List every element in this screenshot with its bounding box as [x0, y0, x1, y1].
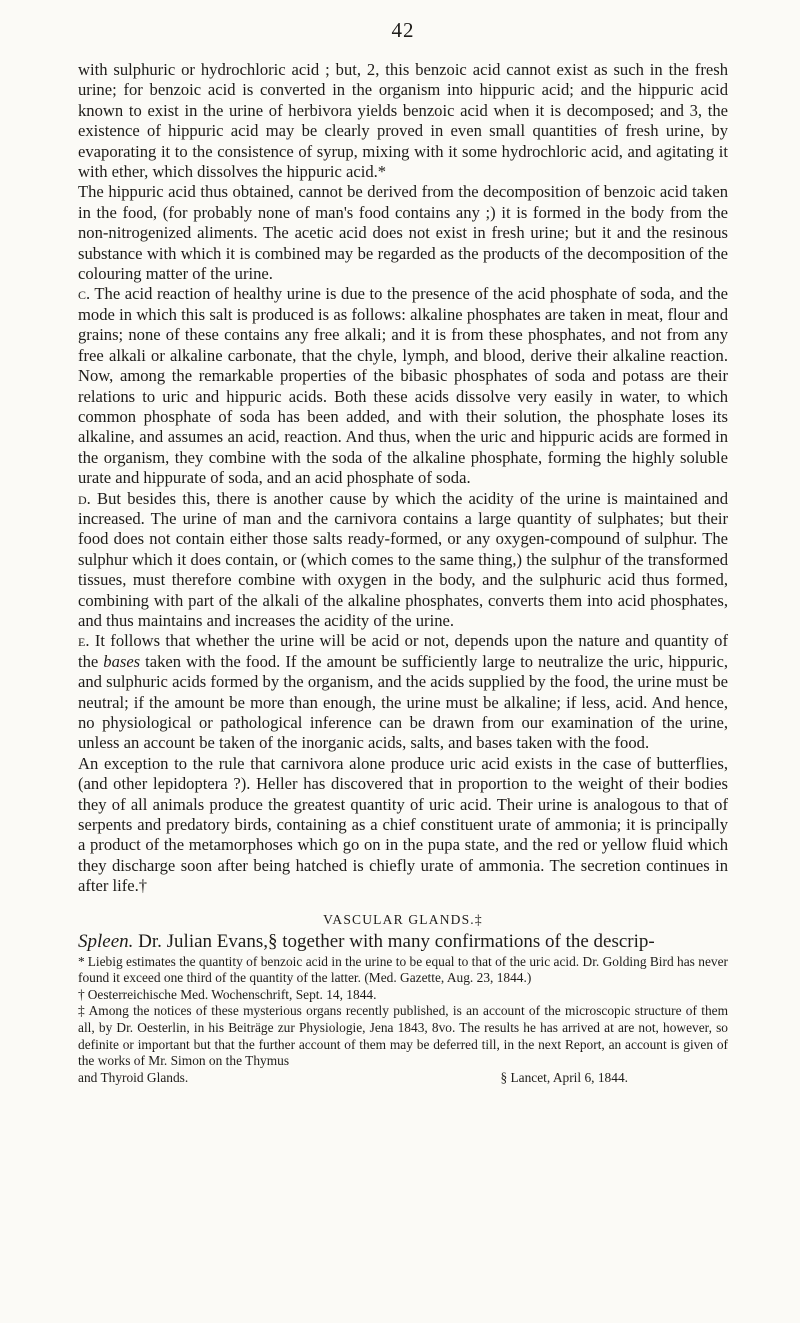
paragraph-text: It follows that whether the urine will be acid or not, depends upon the nature and quantity of the	[78, 631, 728, 671]
paragraph-label: e.	[78, 631, 90, 651]
footnotes	[78, 954, 728, 1087]
footnote-text: Oesterreichische Med. Wochenschrift, Sept. 14, 1844.	[87, 986, 377, 1002]
section-heading: VASCULAR GLANDS.‡	[323, 911, 483, 927]
paragraph-label: d.	[78, 488, 91, 508]
paragraph-hippuric-acid: The hippuric acid thus obtained, cannot be derived from the decomposition of benzoic acid taken in the food, (for probably none of man's food contains any ;) it is formed in the body from the non-nitrogenized aliments. The acetic acid does not exist in fresh urine; but it and the resinous substance with which it is combined may be regarded as the products of the decomposition of the colouring matter of the urine.	[78, 182, 728, 284]
footnote-2	[78, 987, 728, 1004]
paragraph-label: c.	[78, 284, 91, 304]
footnote-4: § Lancet, April 6, 1844.	[500, 1069, 628, 1085]
paragraph-text: But besides this, there is another cause by which the acidity of the urine is maintained and increased. The urine of man and the carnivora contains a large quantity of sulphates; but their food does not contain either those salts ready-formed, or any oxygen-compound of sulphur. The sulphur which it does contain, or (which comes to the same thing,) the sulphur of the transformed tissues, must therefore combine with oxygen in the body, and the sulphuric acid thus formed, combining with part of the alkali of the alkaline phosphates, converts them into acid phosphates, and thus maintains and increases the acidity of the urine.	[78, 488, 728, 630]
footnote-3	[78, 1003, 728, 1069]
book-page	[78, 18, 728, 1086]
spleen-paragraph	[78, 931, 728, 953]
footnote-text: Liebig estimates the quantity of benzoic acid in the urine to be equal to that of the uric acid. Dr. Golding Bird has never found it exceed one third of the quantity of the latter. (Med. Gazette, Aug. 23, 1844.)	[78, 953, 728, 986]
footnote-final-line	[78, 1070, 728, 1087]
paragraph-benzoic-acid: with sulphuric or hydrochloric acid ; but, 2, this benzoic acid cannot exist as such in the fresh urine; for benzoic acid is converted in the organism into hippuric acid; and the hippuric acid known to exist in the urine of herbivora yields benzoic acid when it is decomposed; and 3, the existence of hippuric acid may be clearly proved in even small quantities of fresh urine, by evaporating it to the consistence of syrup, mixing with it some hydrochloric acid, and agitating it with ether, which dissolves the hippuric acid.*	[78, 60, 728, 182]
paragraph-butterflies: An exception to the rule that carnivora alone produce uric acid exists in the case of butterflies, (and other lepidoptera ?). Heller has discovered that in proportion to the weight of their bodies they of all animals produce the greatest quantity of uric acid. Their urine is analogous to that of serpents and predatory birds, containing as a chief constituent urate of ammonia; it is principally a product of the metamorphoses which go on in the pupa state, and the red or yellow fluid which they discharge soon after being hatched is chiefly urate of ammonia. The secretion continues in after life.†	[78, 753, 728, 896]
paragraph-text: taken with the food. If the amount be sufficiently large to neutralize the uric, hippuric, and sulphuric acids formed by the organism, and the acids supplied by the food, the urine must be neutral; if the amount be more than enough, the urine must be alkaline; if less, acid. And hence, no physiological or pathological inference can be drawn from our examination of the urine, unless an account be taken of the inorganic acids, salts, and bases taken with the food.	[78, 651, 728, 753]
footnote-mark: †	[78, 986, 85, 1002]
paragraph-acid-reaction	[78, 284, 728, 488]
footnote-1	[78, 954, 728, 987]
paragraph-text: The acid reaction of healthy urine is due to the presence of the acid phosphate of soda, and the mode in which this salt is produced is as follows: alkaline phosphates are taken in meat, flour and grains; none of these contains any free alkali; and it is from these phosphates, and not from any free alkali or alkaline carbonate, that the chyle, lymph, and blood, derive their alkaline reaction. Now, among the remarkable properties of the bibasic phosphates of soda and potass are their relations to uric and hippuric acids. Both these acids dissolve very easily in water, to which common phosphate of soda has been added, and with their solution, the phosphate loses its alkaline, and assumes an acid, reaction. And thus, when the uric and hippuric acids are formed in the organism, they combine with the soda of the alkaline phosphate, forming the highly soluble urate and hippurate of soda, and an acid phosphate of soda.	[78, 284, 728, 488]
footnote-mark: ‡	[78, 1003, 86, 1019]
footnote-3-end: and Thyroid Glands.	[78, 1069, 189, 1085]
page-number: 42	[391, 18, 415, 42]
spleen-text: Dr. Julian Evans,§ together with many confirmations of the descrip-	[133, 930, 655, 952]
footnote-mark: *	[78, 953, 85, 969]
spleen-title: Spleen.	[78, 930, 134, 952]
footnote-text: Among the notices of these mysterious organs recently published, is an account of the microscopic structure of them all, by Dr. Oesterlin, in his Beiträge zur Physiologie, Jena 1843, 8vo. The results he has arrived at are not, however, so definite or important but that the further account of them may be deferred till, in the next Report, an account is given of the works of Mr. Simon on the Thymus	[78, 1003, 728, 1069]
paragraph-bases	[78, 631, 728, 753]
paragraph-acidity-cause	[78, 489, 728, 632]
emphasis-bases: bases	[103, 651, 141, 671]
